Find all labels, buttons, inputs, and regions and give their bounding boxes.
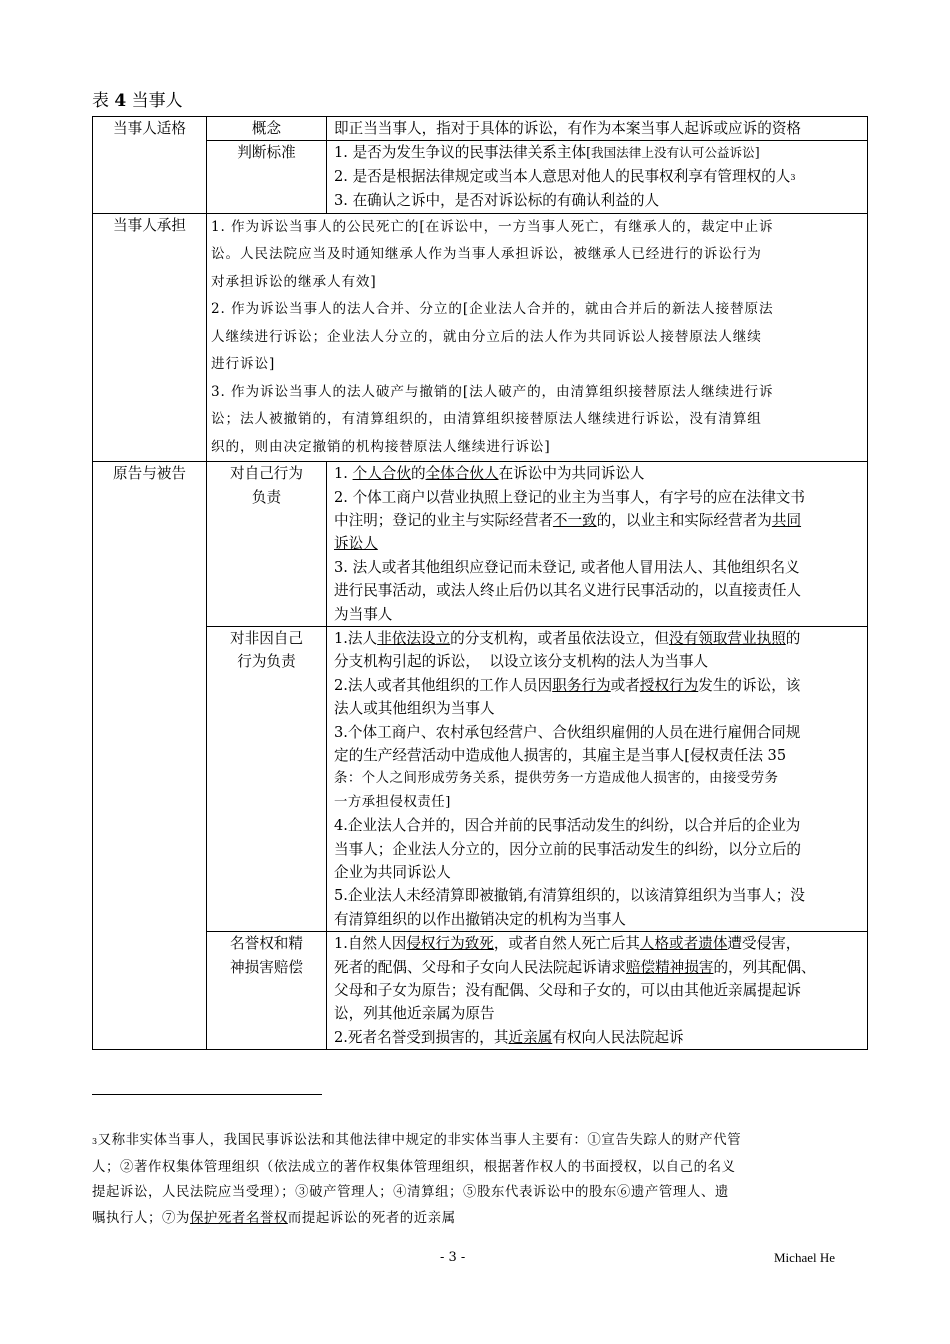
table-title-text: 当事人 bbox=[131, 91, 183, 111]
succession-header: 当事人承担 bbox=[93, 213, 207, 462]
own-item-3: 3. 法人或者其他组织应登记而未登记, 或者他人冒用法人、其他组织名义 bbox=[334, 558, 800, 576]
nonown-item-1: 1.法人非依法设立的分支机构，或者虽依法设立，但没有领取营业执照的 bbox=[334, 629, 801, 647]
table-row bbox=[93, 626, 868, 931]
succession-line: 进行诉讼] bbox=[211, 356, 276, 373]
succession-line: 2. 作为诉讼当事人的法人合并、分立的[企业法人合并的，就由合并后的新法人接替原法 bbox=[211, 301, 774, 318]
criteria-item-3: 3. 在确认之诉中，是否对诉讼标的有确认利益的人 bbox=[334, 192, 660, 210]
criteria-cell bbox=[327, 141, 868, 213]
own-item-2: 2. 个体工商户以营业执照上登记的业主为当事人，有字号的应在法律文书 bbox=[334, 488, 805, 506]
succession-line: 织的，则由决定撤销的机构接替原法人继续进行诉讼] bbox=[211, 438, 551, 455]
footnote: 3又称非实体当事人，我国民事诉讼法和其他法律中规定的非实体当事人主要有：①宣告失踪人的财产代管 人；②著作权集体管理组织（依法成立的著作权集体管理组织，根据著作权人的书面授权，以自己的名义 提起诉讼，人民法院应当受理）；③破产管理人；④清算组；⑤股东代表诉讼中的股东⑥遗产管理人、遗 嘱执行人；⑦为保护死者名誉权而提起诉讼的死者的近亲属 bbox=[92, 1133, 742, 1226]
succession-cell bbox=[207, 213, 868, 462]
table-label: 表 bbox=[92, 91, 109, 111]
honor-item-2: 2.死者名誉受到损害的，其近亲属有权向人民法院起诉 bbox=[334, 1028, 684, 1046]
honor-label: 名誉权和精 神损害赔偿 bbox=[207, 932, 327, 1050]
succession-line: 对承担诉讼的继承人有效] bbox=[211, 273, 377, 290]
succession-line: 3. 作为诉讼当事人的法人破产与撤销的[法人破产的，由清算组织接替原法人继续进行诉 bbox=[211, 383, 774, 400]
table-row bbox=[93, 932, 868, 1050]
honor-item-1: 1.自然人因侵权行为致死，或者自然人死亡后其人格或者遗体遭受侵害， bbox=[334, 935, 801, 953]
table-title bbox=[92, 89, 183, 113]
succession-line: 1. 作为诉讼当事人的公民死亡的[在诉讼中，一方当事人死亡，有继承人的，裁定中止诉 bbox=[211, 218, 774, 235]
concept-label: 概念 bbox=[207, 117, 327, 141]
author-name: Michael He bbox=[774, 1250, 836, 1265]
parties-table bbox=[92, 116, 868, 1050]
table-number: 4 bbox=[114, 91, 127, 111]
criteria-item-2: 2. 是否是根据法律规定或当本人意思对他人的民事权利享有管理权的人3 bbox=[334, 167, 796, 185]
honor-cell: 1.自然人因侵权行为致死，或者自然人死亡后其人格或者遗体遭受侵害， 死者的配偶、父母和子女向人民法院起诉请求赔偿精神损害的，列其配偶、 父母和子女为原告；没有配偶、父母和子女的，可以由其他近亲属提起诉 讼，列其他近亲属为原告 2.死者名誉受到损害的，其近亲属有权向人民法院起诉 bbox=[327, 932, 868, 1050]
nonown-item-4: 4.企业法人合并的，因合并前的民事活动发生的纠纷，以合并后的企业为 bbox=[334, 817, 801, 835]
table-row bbox=[93, 213, 868, 462]
nonown-cell: 1.法人非依法设立的分支机构，或者虽依法设立，但没有领取营业执照的 分支机构引起的诉讼， 以设立该分支机构的法人为当事人 2.法人或者其他组织的工作人员因职务行为或者授权行为发生的诉讼，该 法人或其他组织为当事人 3.个体工商户、农村承包经营户、合伙组织雇佣的人员在进行雇佣合同规 定的生产经营活动中造成他人损害的，其雇主是当事人[侵权责任法 35 条：个人之间形成劳务关系，提供劳务一方造成他人损害的，由接受劳务 一方承担侵权责任] 4.企业法人合并的，因合并前的民事活动发生的纠纷，以合并后的企业为 当事人；企业法人分立的，因分立前的民事活动发生的纠纷，以分立后的 企业为共同诉讼人 5.企业法人未经清算即被撤销,有清算组织的，以该清算组织为当事人；没 有清算组织的以作出撤销决定的机构为当事人 bbox=[327, 626, 868, 931]
table-row bbox=[93, 117, 868, 141]
own-item-1: 1. 个人合伙的全体合伙人在诉讼中为共同诉讼人 bbox=[334, 465, 645, 483]
qualification-header: 当事人适格 bbox=[93, 117, 207, 214]
nonown-item-5: 5.企业法人未经清算即被撤销,有清算组织的，以该清算组织为当事人；没 bbox=[334, 887, 805, 905]
footnote-mark: 3 bbox=[92, 1137, 98, 1146]
criteria-item-1: 1. 是否为发生争议的民事法律关系主体[我国法律上没有认可公益诉讼] bbox=[334, 144, 760, 162]
nonown-label: 对非因自己 行为负责 bbox=[207, 626, 327, 931]
succession-line: 人继续进行诉讼；企业法人分立的，就由分立后的法人作为共同诉讼人接替原法人继续 bbox=[211, 328, 762, 345]
own-label: 对自己行为 负责 bbox=[207, 462, 327, 627]
page-number: - 3 - bbox=[440, 1250, 466, 1265]
footnote-separator bbox=[92, 1094, 322, 1095]
nonown-item-2: 2.法人或者其他组织的工作人员因职务行为或者授权行为发生的诉讼，该 bbox=[334, 676, 801, 694]
parties-header: 原告与被告 bbox=[93, 462, 207, 1050]
concept-text: 即正当当事人，指对于具体的诉讼，有作为本案当事人起诉或应诉的资格 bbox=[327, 117, 868, 141]
table-row bbox=[93, 141, 868, 213]
nonown-item-3: 3.个体工商户、农村承包经营户、合伙组织雇佣的人员在进行雇佣合同规 bbox=[334, 723, 801, 741]
table-row bbox=[93, 462, 868, 627]
own-cell: 1. 个人合伙的全体合伙人在诉讼中为共同诉讼人 2. 个体工商户以营业执照上登记的业主为当事人，有字号的应在法律文书 中注明；登记的业主与实际经营者不一致的，以业主和实际经营者为共同 诉讼人 3. 法人或者其他组织应登记而未登记, 或者他人冒用法人、其他组织名义 进行民事活动，或法人终止后仍以其名义进行民事活动的，以直接责任人 为当事人 bbox=[327, 462, 868, 627]
succession-line: 讼；法人被撤销的，有清算组织的，由清算组织接替原法人继续进行诉讼，没有清算组 bbox=[211, 411, 762, 428]
criteria-label: 判断标准 bbox=[207, 141, 327, 213]
footnote-ref[interactable]: 3 bbox=[790, 172, 796, 182]
succession-line: 讼。人民法院应当及时通知继承人作为当事人承担诉讼，被继承人已经进行的诉讼行为 bbox=[211, 246, 762, 263]
